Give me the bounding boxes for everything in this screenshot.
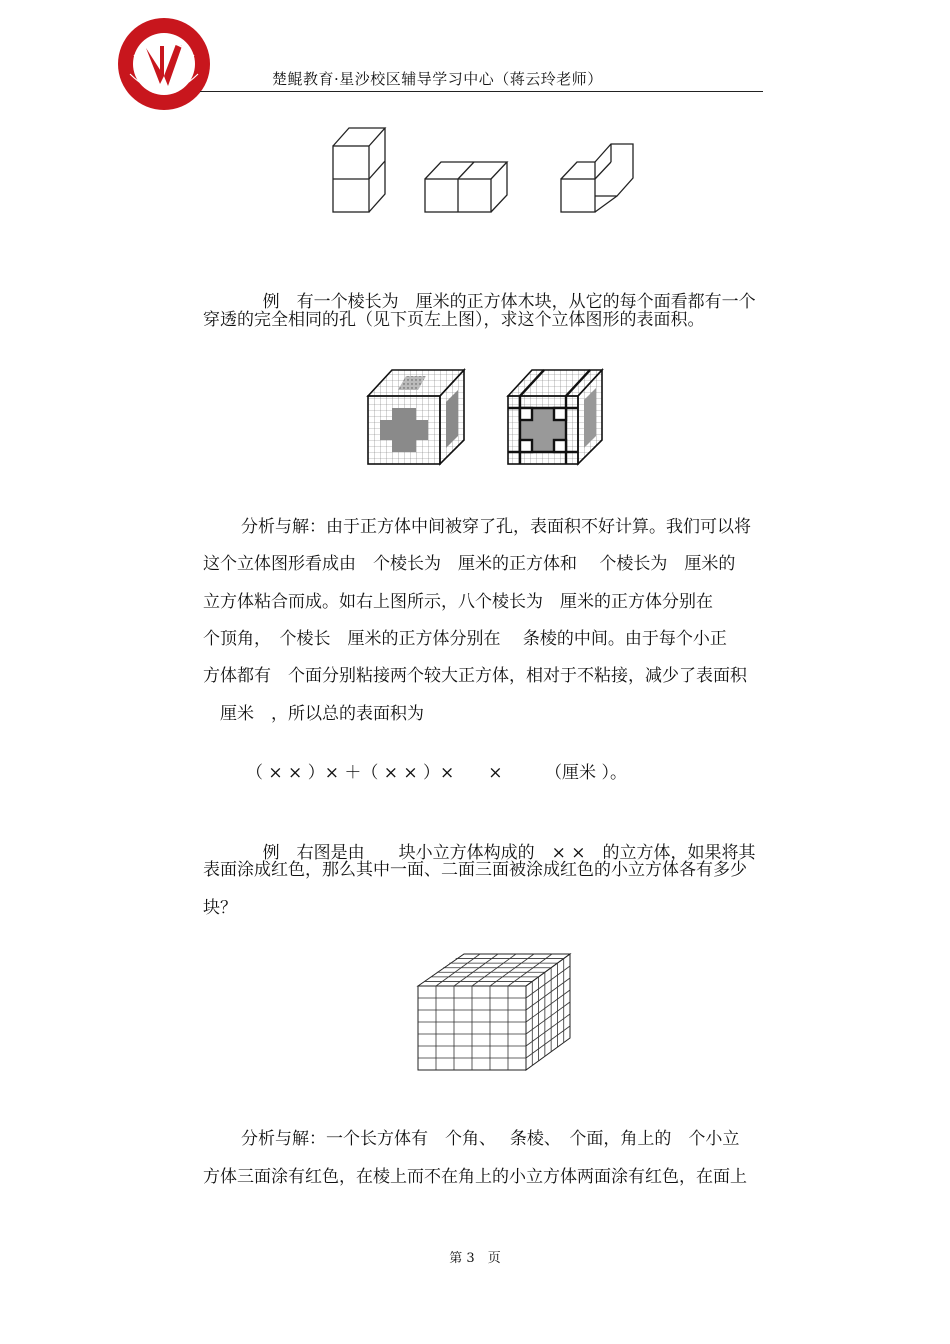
- example-1-line2: 穿透的完全相同的孔（见下页左上图），求这个立体图形的表面积。: [203, 310, 705, 330]
- header-divider: [200, 91, 763, 92]
- analysis-2-line1: 分析与解：一个长方体有 个角、 条棱、 个面，角上的 个小立: [241, 1129, 740, 1149]
- page-number: 第 3 页: [449, 1251, 501, 1266]
- example-2-line2: 表面涂成红色，那么其中一面、二面三面被涂成红色的小立方体各有多少: [203, 860, 747, 880]
- analysis-2-line2: 方体三面涂有红色，在棱上而不在角上的小立方体两面涂有红色，在面上: [203, 1167, 747, 1187]
- analysis-1-line5: 方体都有 个面分别粘接两个较大正方体，相对于不粘接，减少了表面积: [203, 666, 747, 686]
- example-2-label: 例: [262, 843, 280, 863]
- two-cube-arrangements-figure: [326, 124, 638, 218]
- example-1-line1: 有一个棱长为 厘米的正方体木块，从它的每个面看都有一个: [296, 292, 756, 312]
- header-title: 楚鲲教育·星沙校区辅导学习中心（蒋云玲老师）: [272, 70, 603, 88]
- example-2-line3: 块？: [203, 898, 237, 918]
- analysis-1-line3: 立方体粘合而成。如右上图所示，八个棱长为 厘米的正方体分别在: [203, 592, 713, 612]
- perforated-cube-figure: [362, 362, 607, 466]
- example-2-line1: 右图是由 块小立方体构成的 × × 的立方体，如果将其: [296, 843, 756, 863]
- chukun-logo: [116, 16, 212, 112]
- gridded-cuboid-figure: [412, 950, 576, 1074]
- example-1-label: 例: [262, 292, 280, 312]
- analysis-1-line1: 分析与解：由于正方体中间被穿了孔，表面积不好计算。我们可以将: [241, 517, 751, 537]
- analysis-1-line2: 这个立体图形看成由 个棱长为 厘米的正方体和 个棱长为 厘米的: [203, 554, 736, 574]
- analysis-1-line6: 厘米 ，所以总的表面积为: [203, 704, 424, 724]
- analysis-1-line4: 个顶角， 个棱长 厘米的正方体分别在 条棱的中间。由于每个小正: [203, 629, 727, 649]
- surface-area-formula: （ × × ）× ＋（ × × ）× × （厘米 ）。: [246, 763, 627, 783]
